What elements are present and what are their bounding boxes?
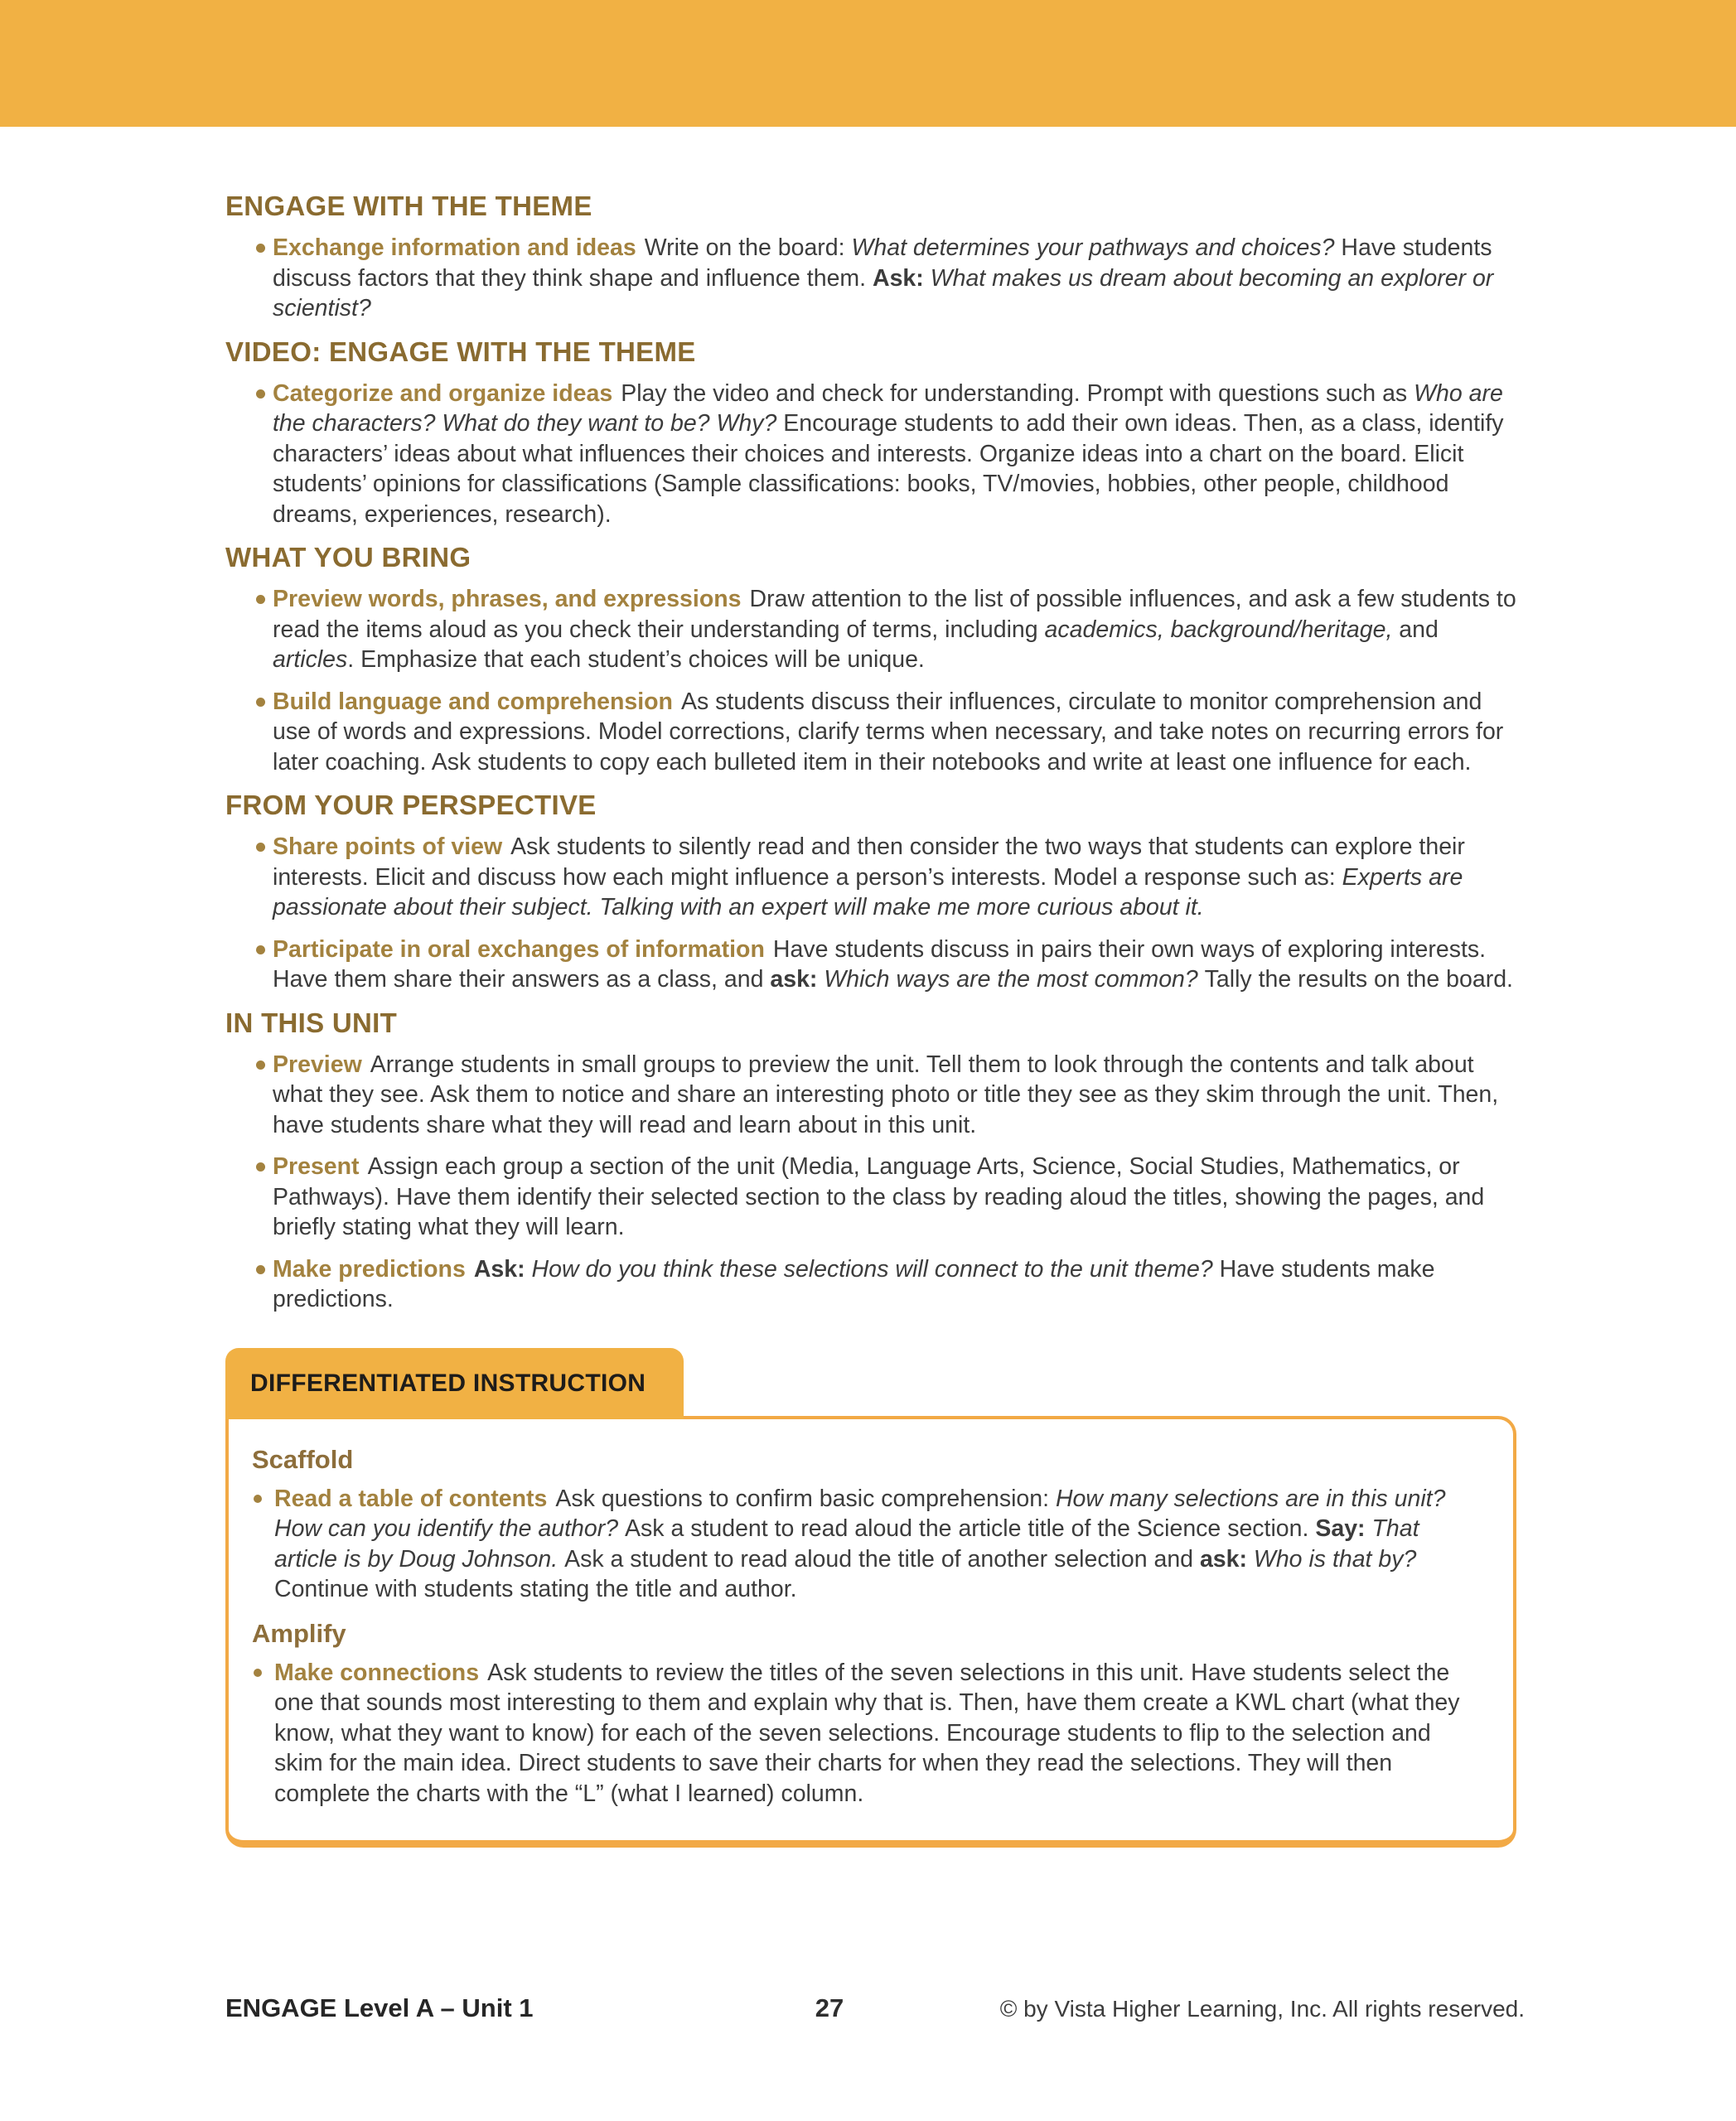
bullet-lead-label: Participate in oral exchanges of information — [273, 935, 765, 963]
italic-text-segment: What makes us dream about becoming an explorer or scientist? — [273, 264, 1494, 321]
bullet-list — [225, 233, 1516, 324]
bullet-lead-label: Read a table of contents — [274, 1485, 548, 1512]
italic-text-segment: academics, background/heritage, — [1044, 616, 1400, 643]
bullet-item — [225, 379, 1516, 530]
bullet-lead-label: Build language and comprehension — [273, 688, 673, 715]
bullet-lead-label: Make connections — [274, 1659, 480, 1686]
lesson-section — [225, 337, 1516, 530]
bold-text-segment: ask: — [1199, 1545, 1254, 1573]
bullet-list — [225, 832, 1516, 995]
section-heading: VIDEO: ENGAGE WITH THE THEME — [225, 336, 696, 367]
text-segment: Write on the board: — [644, 234, 852, 261]
section-heading: FROM YOUR PERSPECTIVE — [225, 790, 597, 820]
bullet-item — [225, 1050, 1516, 1141]
bold-text-segment: Ask: — [873, 264, 931, 292]
page-content — [225, 127, 1516, 1848]
di-subsection-heading: Amplify — [252, 1618, 346, 1648]
italic-text-segment: Experts are passionate about their subject. Talking with an expert will make me more curious about it. — [273, 863, 1463, 920]
bullet-lead-label: Present — [273, 1153, 360, 1180]
lesson-section — [225, 790, 1516, 995]
bullet-lead-label: Share points of view — [273, 833, 503, 860]
text-segment: Play the video and check for understanding. Prompt with questions such as — [621, 379, 1414, 407]
text-segment: Ask students to review the titles of the seven selections in this unit. Have students select the one that sounds most interesting to them and explain why that is. Then, have them create a KWL chart (what they know, what they want to know) for each of the seven selections. Encourage students to flip to the selection and skim for the main idea. Direct students to save their charts for when they read the selections. They will then complete the charts with the “L” (what I learned) column. — [274, 1659, 1460, 1807]
footer-book-title: ENGAGE Level A – Unit 1 — [225, 1993, 534, 2022]
lesson-section — [225, 191, 1516, 324]
top-color-band — [0, 0, 1736, 127]
text-segment: Draw attention to the list of possible influences, and ask a few students to read the items aloud as you check their understanding of terms, including — [273, 586, 1516, 643]
italic-text-segment: articles — [273, 646, 348, 673]
text-segment: Ask a student to read aloud the article title of the Science section. — [625, 1515, 1316, 1542]
bullet-item — [252, 1658, 1480, 1809]
italic-text-segment: Who is that by? — [1253, 1545, 1417, 1573]
bullet-item — [225, 1254, 1516, 1315]
text-segment: Assign each group a section of the unit (Media, Language Arts, Science, Social Studies, Mathematics, or Pathways). Have them identify their selected section to the class by reading aloud the titles, showing the pages, and briefly stating what they will learn. — [273, 1153, 1485, 1240]
bullet-item — [225, 584, 1516, 675]
bullet-item — [225, 935, 1516, 995]
bold-text-segment: Ask: — [473, 1255, 532, 1283]
italic-text-segment: Which ways are the most common? — [824, 966, 1205, 993]
bullet-lead-label: Exchange information and ideas — [273, 234, 636, 261]
bullet-list — [225, 1050, 1516, 1315]
bullet-lead-label: Make predictions — [273, 1255, 466, 1283]
bullet-list — [252, 1658, 1480, 1809]
bold-text-segment: Say: — [1315, 1515, 1372, 1542]
differentiated-instruction-tab — [225, 1348, 684, 1419]
text-segment: As students discuss their influences, circulate to monitor comprehension and use of words and expressions. Model corrections, clarify terms when necessary, and take notes on recurring errors for later coaching. Ask students to copy each bulleted item in their notebooks and write at least one influence for each. — [273, 688, 1504, 775]
differentiated-instruction-box — [225, 1416, 1516, 1848]
bullet-list — [225, 379, 1516, 530]
italic-text-segment: That article is by Doug Johnson. — [274, 1515, 1419, 1573]
text-segment: Have students discuss in pairs their own ways of exploring interests. Have them share their answers as a class, and — [273, 935, 1487, 993]
section-heading: IN THIS UNIT — [225, 1007, 398, 1038]
bullet-item — [225, 687, 1516, 778]
text-segment: Tally the results on the board. — [1204, 966, 1513, 993]
bullet-item — [225, 1152, 1516, 1243]
bullet-item — [225, 832, 1516, 923]
bullet-list — [225, 584, 1516, 777]
lesson-section — [225, 543, 1516, 777]
text-segment: Arrange students in small groups to preview the unit. Tell them to look through the contents and talk about what they see. Ask them to notice and share an interesting photo or title they see as they skim through the unit. Then, have students share what they will read and learn about in this unit. — [273, 1051, 1499, 1138]
section-heading: WHAT YOU BRING — [225, 542, 471, 573]
text-segment: . Emphasize that each student’s choices will be unique. — [347, 646, 925, 673]
text-segment: Have students discuss factors that they think shape and influence them. — [273, 234, 1492, 292]
differentiated-instruction-tab-label: DIFFERENTIATED INSTRUCTION — [250, 1369, 646, 1397]
text-segment: Continue with students stating the title and author. — [274, 1576, 797, 1602]
italic-text-segment: How do you think these selections will connect to the unit theme? — [531, 1255, 1220, 1283]
bullet-list — [252, 1484, 1480, 1605]
text-segment: Ask students to silently read and then consider the two ways that students can explore their interests. Elicit and discuss how each might influence a person’s interests. Model a response such as: — [273, 833, 1465, 891]
text-segment: Encourage students to add their own ideas. Then, as a class, identify characters’ ideas about what influences their choices and interests. Organize ideas into a chart on the board. Elicit students’ opinions for classifications (Sample classifications: books, TV/movies, hobbies, other people, childhood dreams, experiences, research). — [273, 410, 1504, 528]
bullet-lead-label: Categorize and organize ideas — [273, 379, 613, 407]
lesson-section — [225, 1008, 1516, 1315]
page-footer — [225, 1993, 1525, 2023]
bullet-lead-label: Preview — [273, 1051, 362, 1078]
footer-page-number: 27 — [815, 1993, 844, 2022]
italic-text-segment: Who are the characters? What do they want to be? Why? — [273, 379, 1503, 437]
bullet-lead-label: Preview words, phrases, and expressions — [273, 586, 742, 612]
footer-copyright: © by Vista Higher Learning, Inc. All rights reserved. — [999, 1996, 1526, 2022]
italic-text-segment: How many selections are in this unit? How can you identify the author? — [274, 1485, 1446, 1542]
bullet-item — [225, 233, 1516, 324]
section-heading: ENGAGE WITH THE THEME — [225, 191, 592, 221]
text-segment: Ask a student to read aloud the title of another selection and — [564, 1545, 1200, 1573]
differentiated-instruction — [225, 1348, 1516, 1848]
bullet-item — [252, 1484, 1480, 1605]
lesson-sections — [225, 127, 1516, 1315]
text-segment: Ask questions to confirm basic comprehension: — [555, 1485, 1056, 1512]
bold-text-segment: ask: — [770, 966, 824, 993]
italic-text-segment: What determines your pathways and choices? — [851, 234, 1342, 261]
di-subsection-heading: Scaffold — [252, 1444, 354, 1474]
text-segment: and — [1399, 616, 1439, 643]
text-segment: Have students make predictions. — [273, 1255, 1435, 1312]
